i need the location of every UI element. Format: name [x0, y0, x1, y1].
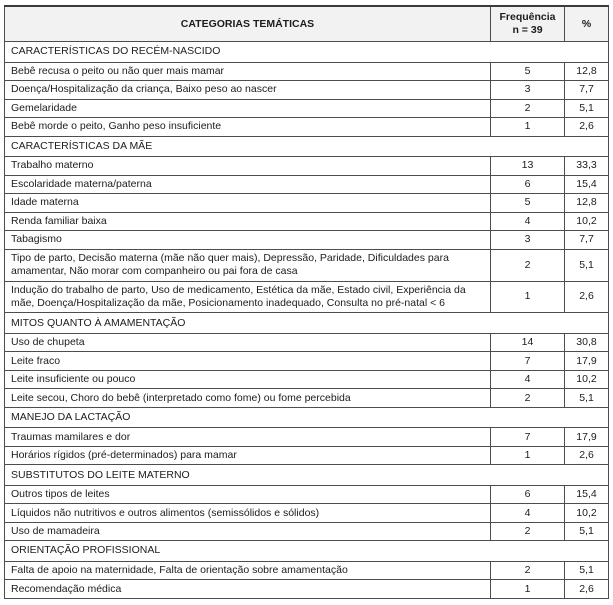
percent-value: 15,4	[565, 175, 609, 193]
category-label: Bebê recusa o peito ou não quer mais mamar	[5, 62, 491, 80]
frequency-value: 6	[491, 175, 565, 193]
category-row	[5, 249, 609, 281]
category-label: Falta de apoio na maternidade, Falta de orientação sobre amamentação	[5, 561, 491, 579]
category-label: Horários rígidos (pré-determinados) para mamar	[5, 446, 491, 464]
section-title: SUBSTITUTOS DO LEITE MATERNO	[5, 465, 609, 486]
category-row	[5, 157, 609, 175]
frequency-value: 5	[491, 62, 565, 80]
category-row	[5, 370, 609, 388]
category-row	[5, 428, 609, 446]
percent-value: 5,1	[565, 522, 609, 540]
frequency-value: 2	[491, 561, 565, 579]
category-row	[5, 389, 609, 407]
percent-value: 2,6	[565, 118, 609, 136]
frequency-value: 4	[491, 504, 565, 522]
frequency-value: 14	[491, 333, 565, 351]
percent-value: 15,4	[565, 485, 609, 503]
category-label: Escolaridade materna/paterna	[5, 175, 491, 193]
category-label: Trabalho materno	[5, 157, 491, 175]
percent-value: 12,8	[565, 62, 609, 80]
category-label: Renda familiar baixa	[5, 212, 491, 230]
frequency-value: 6	[491, 485, 565, 503]
category-row	[5, 333, 609, 351]
frequency-value: 3	[491, 231, 565, 249]
percent-value: 5,1	[565, 561, 609, 579]
section-title: CARACTERÍSTICAS DA MÃE	[5, 136, 609, 157]
percent-value: 7,7	[565, 231, 609, 249]
frequency-header-line2: n = 39	[512, 24, 543, 37]
frequency-header-line1: Frequência	[499, 11, 556, 23]
category-row	[5, 175, 609, 193]
category-row	[5, 118, 609, 136]
category-label: Doença/Hospitalização da criança, Baixo peso ao nascer	[5, 81, 491, 99]
percent-value: 33,3	[565, 157, 609, 175]
frequency-value: 4	[491, 212, 565, 230]
category-row	[5, 231, 609, 249]
frequency-value: 3	[491, 81, 565, 99]
category-label: Uso de chupeta	[5, 333, 491, 351]
category-row	[5, 352, 609, 370]
category-label: Tabagismo	[5, 231, 491, 249]
category-label: Uso de mamadeira	[5, 522, 491, 540]
category-label: Leite fraco	[5, 352, 491, 370]
category-row	[5, 561, 609, 579]
frequency-value: 13	[491, 157, 565, 175]
frequency-value: 2	[491, 99, 565, 117]
category-row	[5, 504, 609, 522]
category-row	[5, 212, 609, 230]
section-header-row	[5, 541, 609, 562]
table-header-row	[5, 6, 609, 42]
frequency-value: 1	[491, 580, 565, 599]
frequency-value: 4	[491, 370, 565, 388]
category-label: Outros tipos de leites	[5, 485, 491, 503]
category-row	[5, 99, 609, 117]
frequency-value: 2	[491, 522, 565, 540]
percent-value: 12,8	[565, 194, 609, 212]
category-label: Tipo de parto, Decisão materna (mãe não quer mais), Depressão, Paridade, Dificuldades para amamentar, Não morar com companheiro ou pai fora de casa	[5, 249, 491, 281]
percent-value: 2,6	[565, 446, 609, 464]
category-row	[5, 522, 609, 540]
percent-value: 5,1	[565, 249, 609, 281]
section-title: ORIENTAÇÃO PROFISSIONAL	[5, 541, 609, 562]
section-title: MANEJO DA LACTAÇÃO	[5, 407, 609, 428]
category-label: Traumas mamilares e dor	[5, 428, 491, 446]
thematic-categories-table	[4, 5, 609, 599]
category-row	[5, 580, 609, 599]
category-row	[5, 281, 609, 313]
category-label: Gemelaridade	[5, 99, 491, 117]
column-header-percent: %	[565, 6, 609, 42]
percent-value: 30,8	[565, 333, 609, 351]
category-label: Leite secou, Choro do bebê (interpretado como fome) ou fome percebida	[5, 389, 491, 407]
category-label: Líquidos não nutritivos e outros alimentos (semissólidos e sólidos)	[5, 504, 491, 522]
category-row	[5, 62, 609, 80]
section-header-row	[5, 407, 609, 428]
category-label: Leite insuficiente ou pouco	[5, 370, 491, 388]
category-row	[5, 446, 609, 464]
percent-value: 10,2	[565, 212, 609, 230]
percent-value: 2,6	[565, 580, 609, 599]
frequency-value: 1	[491, 118, 565, 136]
percent-value: 2,6	[565, 281, 609, 313]
frequency-value: 1	[491, 281, 565, 313]
frequency-value: 5	[491, 194, 565, 212]
frequency-value: 7	[491, 352, 565, 370]
column-header-frequency	[491, 6, 565, 42]
section-header-row	[5, 465, 609, 486]
percent-value: 5,1	[565, 99, 609, 117]
percent-value: 10,2	[565, 504, 609, 522]
section-header-row	[5, 313, 609, 334]
frequency-value: 2	[491, 389, 565, 407]
percent-value: 17,9	[565, 428, 609, 446]
category-row	[5, 81, 609, 99]
percent-value: 17,9	[565, 352, 609, 370]
percent-value: 5,1	[565, 389, 609, 407]
frequency-value: 7	[491, 428, 565, 446]
frequency-value: 2	[491, 249, 565, 281]
category-row	[5, 485, 609, 503]
column-header-categories: CATEGORIAS TEMÁTICAS	[5, 6, 491, 42]
category-label: Recomendação médica	[5, 580, 491, 599]
section-title: CARACTERÍSTICAS DO RECÉM-NASCIDO	[5, 42, 609, 63]
percent-value: 7,7	[565, 81, 609, 99]
section-title: MITOS QUANTO À AMAMENTAÇÃO	[5, 313, 609, 334]
category-label: Indução do trabalho de parto, Uso de medicamento, Estética da mãe, Estado civil, Experiência da mãe, Doença/Hospitalização da mãe, Posicionamento inadequado, Consulta no pré-natal < 6	[5, 281, 491, 313]
table-body	[5, 42, 609, 599]
category-label: Bebê morde o peito, Ganho peso insuficiente	[5, 118, 491, 136]
section-header-row	[5, 136, 609, 157]
frequency-value: 1	[491, 446, 565, 464]
category-label: Idade materna	[5, 194, 491, 212]
section-header-row	[5, 42, 609, 63]
percent-value: 10,2	[565, 370, 609, 388]
category-row	[5, 194, 609, 212]
